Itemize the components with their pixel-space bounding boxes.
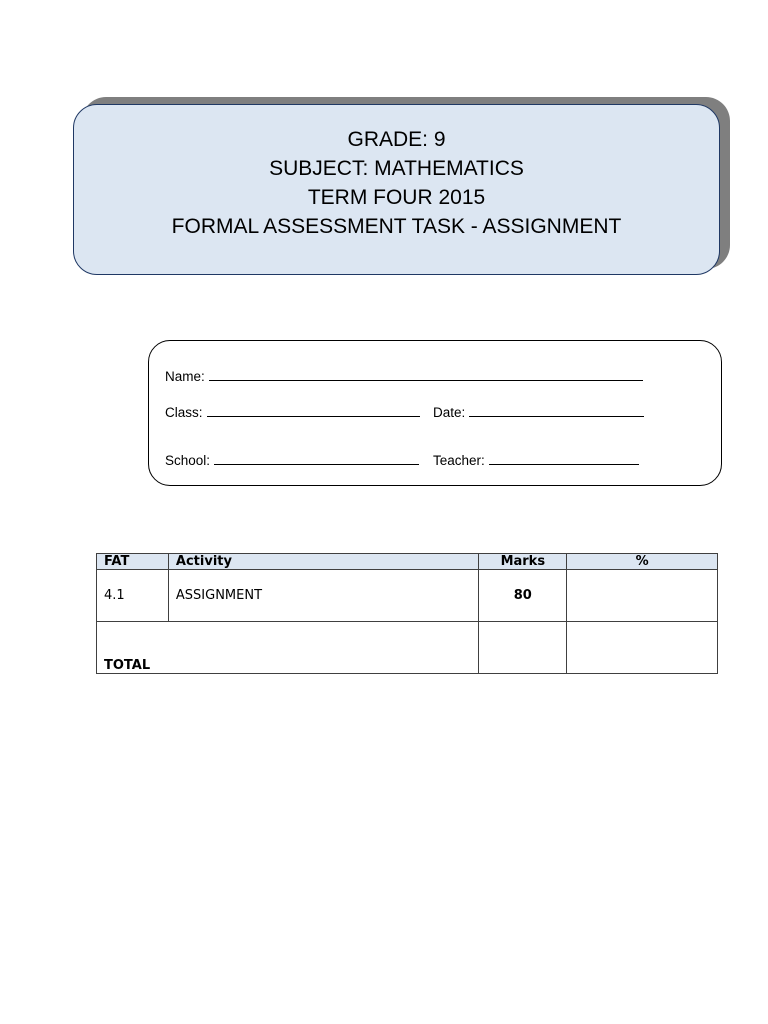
total-marks-cell[interactable] [479, 622, 567, 674]
cell-marks: 80 [479, 570, 567, 622]
task-title: FORMAL ASSESSMENT TASK - ASSIGNMENT [171, 215, 622, 238]
header-marks: Marks [479, 554, 567, 570]
cell-activity: ASSIGNMENT [168, 570, 478, 622]
learner-info-box [148, 340, 722, 486]
teacher-field[interactable] [489, 463, 639, 465]
table-row [97, 570, 718, 622]
header-percent: % [567, 554, 718, 570]
school-field[interactable] [214, 463, 419, 465]
school-label: School: [165, 453, 211, 468]
class-label: Class: [165, 405, 203, 420]
table-header-row [97, 554, 718, 570]
teacher-label: Teacher: [433, 453, 485, 468]
total-label: TOTAL [97, 622, 479, 674]
subject-title: SUBJECT: MATHEMATICS [269, 157, 524, 180]
name-field[interactable] [209, 379, 643, 381]
date-field[interactable] [469, 415, 644, 417]
name-label: Name: [165, 369, 205, 384]
date-group [433, 405, 644, 420]
cell-percent[interactable] [567, 570, 718, 622]
date-label: Date: [433, 405, 466, 420]
header-activity: Activity [168, 554, 478, 570]
title-box [73, 104, 720, 275]
name-line [165, 369, 643, 384]
grade-title: GRADE: 9 [347, 128, 446, 151]
class-field[interactable] [207, 415, 420, 417]
school-teacher-line [165, 453, 485, 468]
class-date-line [165, 405, 466, 420]
marks-table [96, 553, 718, 674]
header-fat: FAT [97, 554, 169, 570]
teacher-group [433, 453, 639, 468]
total-percent-cell[interactable] [567, 622, 718, 674]
term-title: TERM FOUR 2015 [307, 186, 486, 209]
total-row [97, 622, 718, 674]
cell-fat: 4.1 [97, 570, 169, 622]
